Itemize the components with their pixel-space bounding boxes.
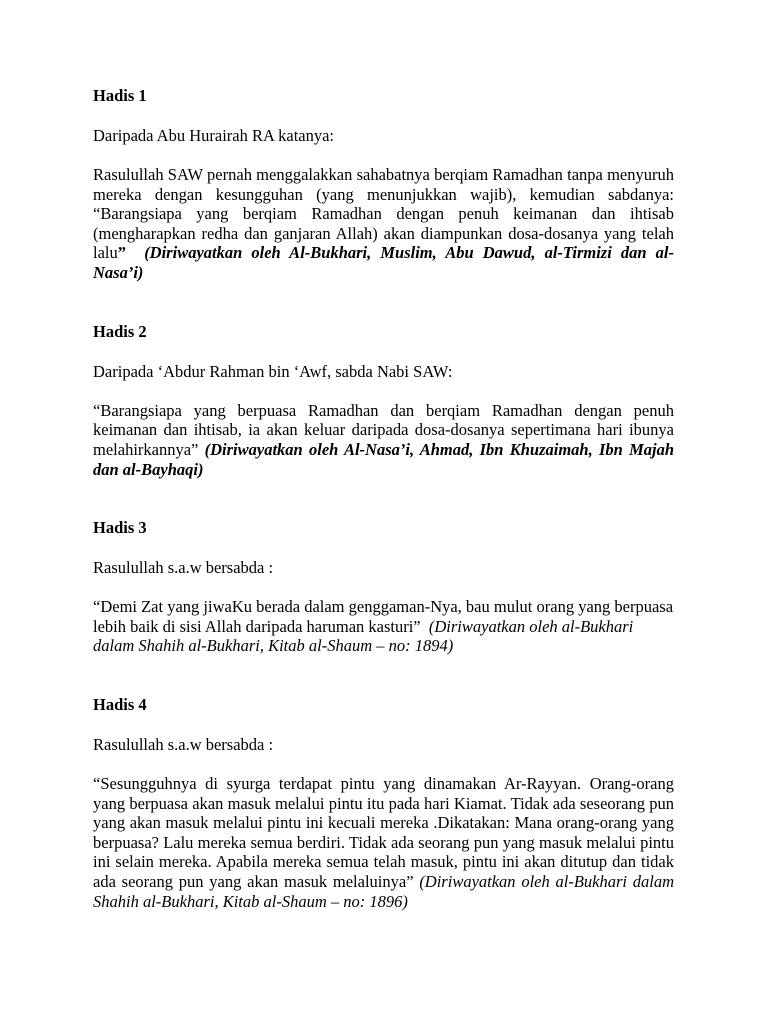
hadis-4-section xyxy=(93,695,674,911)
hadis-1-closing-quote: ” xyxy=(117,243,126,263)
hadis-2-citation: (Diriwayatkan oleh Al-Nasa’i, Ahmad, Ibn Khuzaimah, Ibn Majah dan al-Bayhaqi) xyxy=(93,439,675,479)
hadis-3-body: “Demi Zat yang jiwaKu berada dalam genggaman-Nya, bau mulut orang yang berpuasa lebih baik di sisi Allah daripada haruman kasturi” xyxy=(93,597,674,636)
hadis-2-section xyxy=(93,322,674,479)
hadis-2-body-paragraph xyxy=(93,401,674,479)
hadis-2-body: “Barangsiapa yang berpuasa Ramadhan dan berqiam Ramadhan dengan penuh keimanan dan ihtisab, ia akan keluar daripada dosa-dosanya sepertimana hari ibunya melahirkannya” xyxy=(93,400,674,459)
hadis-4-body: “Sesungguhnya di syurga terdapat pintu yang dinamakan Ar-Rayyan. Orang-orang yang berpuasa akan masuk melalui pintu itu pada hari Kiamat. Tidak ada seseorang pun yang akan masuk melalui pintu ini kecuali mereka .Dikatakan: Mana orang-orang yang berpuasa? Lalu mereka semua berdiri. Tidak ada seorang pun yang masuk melalui pintu ini selain mereka. Apabila mereka semua telah masuk, pintu ini akan ditutup dan tidak ada seorang pun yang akan masuk melaluinya” xyxy=(93,774,674,892)
document-page xyxy=(93,86,674,911)
hadis-3-intro: Rasulullah s.a.w bersabda : xyxy=(93,558,274,578)
hadis-1-heading: Hadis 1 xyxy=(93,86,147,105)
hadis-4-intro: Rasulullah s.a.w bersabda : xyxy=(93,735,274,754)
hadis-2-heading: Hadis 2 xyxy=(93,321,147,341)
hadis-3-heading: Hadis 3 xyxy=(93,518,147,538)
hadis-1-intro: Daripada Abu Hurairah RA katanya: xyxy=(93,126,335,145)
hadis-4-citation: (Diriwayatkan oleh al-Bukhari dalam Shahih al-Bukhari, Kitab al-Shaum – no: 1896) xyxy=(93,872,675,911)
hadis-3-citation: (Diriwayatkan oleh al-Bukhari dalam Shahih al-Bukhari, Kitab al-Shaum – no: 1894) xyxy=(93,616,634,656)
hadis-2-intro: Daripada ‘Abdur Rahman bin ‘Awf, sabda Nabi SAW: xyxy=(93,361,453,381)
hadis-1-body: Rasulullah SAW pernah menggalakkan sahabatnya berqiam Ramadhan tanpa menyuruh mereka dengan kesungguhan (yang menunjukkan wajib), kemudian sabdanya: “Barangsiapa yang berqiam Ramadhan dengan penuh keimanan dan ihtisab (mengharapkan redha dan ganjaran Allah) akan diampunkan dosa-dosanya yang telah lalu xyxy=(93,165,674,263)
hadis-4-heading: Hadis 4 xyxy=(93,695,147,714)
hadis-1-body-paragraph xyxy=(93,165,674,283)
hadis-3-body-paragraph xyxy=(93,597,674,656)
hadis-3-section xyxy=(93,518,674,656)
hadis-1-citation: (Diriwayatkan oleh Al-Bukhari, Muslim, Abu Dawud, al-Tirmizi dan al-Nasa’i) xyxy=(93,243,674,283)
hadis-4-body-paragraph xyxy=(93,774,674,911)
hadis-1-section xyxy=(93,86,674,283)
